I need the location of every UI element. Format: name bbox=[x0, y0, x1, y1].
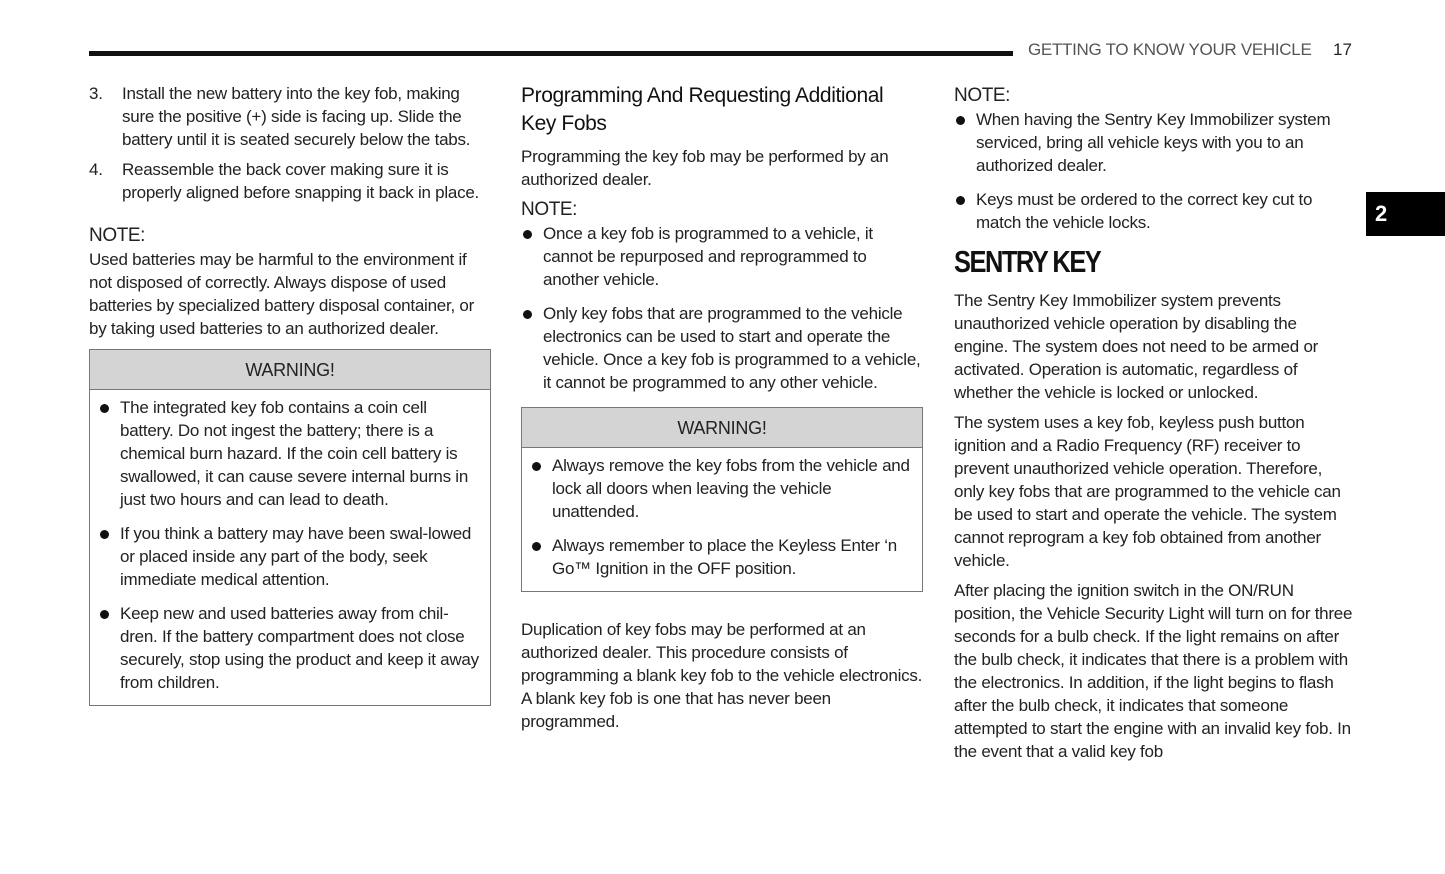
note-label: NOTE: bbox=[954, 85, 1011, 106]
step-item bbox=[89, 82, 491, 151]
warning-item bbox=[98, 522, 482, 591]
warning-item bbox=[98, 602, 482, 694]
sentry-key-heading: SENTRY KEY bbox=[954, 244, 1101, 279]
note-item bbox=[521, 302, 923, 394]
warning-item bbox=[98, 396, 482, 511]
note-label: NOTE: bbox=[89, 225, 146, 246]
warning-title: WARNING! bbox=[522, 408, 922, 448]
warning-box bbox=[521, 407, 923, 592]
step-text: Reassemble the back cover making sure it is properly aligned before snapping it back in place. bbox=[122, 160, 480, 202]
note-item bbox=[954, 108, 1354, 177]
bullet-icon bbox=[532, 542, 541, 551]
step-item bbox=[89, 158, 491, 204]
warning-text: Keep new and used batteries away from chil-dren. If the battery compartment does not close securely, stop using the product and keep it away from children. bbox=[120, 604, 479, 692]
warning-item bbox=[530, 534, 914, 580]
page-number: 17 bbox=[1333, 40, 1352, 59]
note-label: NOTE: bbox=[521, 199, 578, 220]
duplication-text: Duplication of key fobs may be performed at an authorized dealer. This procedure consists of programming a blank key fob to the vehicle electronics. A blank key fob is one that has never been programmed. bbox=[521, 620, 923, 731]
bullet-icon bbox=[956, 196, 965, 205]
section-title: GETTING TO KNOW YOUR VEHICLE bbox=[1028, 40, 1312, 59]
note-text: Only key fobs that are programmed to the vehicle electronics can be used to start and operate the vehicle. Once a key fob is programmed to a vehicle, it cannot be programmed to any other vehicle. bbox=[543, 304, 921, 392]
note-text: Used batteries may be harmful to the environment if not disposed of correctly. Always dispose of used batteries by specialized battery disposal container, or by taking used batteries to an authorized dealer. bbox=[89, 250, 475, 338]
warning-text: Always remove the key fobs from the vehicle and lock all doors when leaving the vehicle unattended. bbox=[552, 456, 910, 521]
column-3 bbox=[954, 82, 1354, 770]
column-1 bbox=[89, 82, 491, 706]
body-paragraph: After placing the ignition switch in the ON/RUN position, the Vehicle Security Light will turn on for three seconds for a bulb check. If the light remains on after the bulb check, it indicates that there is a problem with the electronics. In addition, if the light begins to flash after the bulb check, it indicates that someone attempted to start the engine with an invalid key fob. In the event that a valid key fob bbox=[954, 581, 1353, 761]
note-text: Once a key fob is programmed to a vehicle, it cannot be repurposed and reprogrammed to another vehicle. bbox=[543, 224, 873, 289]
bullet-icon bbox=[532, 462, 541, 471]
steps-list bbox=[89, 82, 491, 204]
intro-text: Programming the key fob may be performed by an authorized dealer. bbox=[521, 147, 889, 189]
warning-box bbox=[89, 349, 491, 706]
bullet-icon bbox=[100, 530, 109, 539]
warning-item bbox=[530, 454, 914, 523]
note-text: Keys must be ordered to the correct key cut to match the vehicle locks. bbox=[976, 190, 1313, 232]
body-paragraph: The Sentry Key Immobilizer system prevents unauthorized vehicle operation by disabling the engine. The system does not need to be armed or activated. Operation is automatic, regardless of whether the vehicle is locked or unlocked. bbox=[954, 291, 1319, 402]
step-number: 4. bbox=[89, 160, 103, 179]
step-text: Install the new battery into the key fob, making sure the positive (+) side is facing up. Slide the battery until it is seated securely below the tabs. bbox=[122, 84, 471, 149]
bullet-icon bbox=[523, 230, 532, 239]
warning-text: The integrated key fob contains a coin cell battery. Do not ingest the battery; there is a chemical burn hazard. If the coin cell battery is swallowed, it can cause severe internal burns in just two hours and can lead to death. bbox=[120, 398, 469, 509]
warning-text: If you think a battery may have been swal-lowed or placed inside any part of the body, seek immediate medical attention. bbox=[120, 524, 472, 589]
header-rule bbox=[89, 51, 1013, 56]
note-item bbox=[954, 188, 1354, 234]
bullet-icon bbox=[523, 310, 532, 319]
bullet-icon bbox=[100, 404, 109, 413]
step-number: 3. bbox=[89, 84, 103, 103]
warning-text: Always remember to place the Keyless Enter ‘n Go™ Ignition in the OFF position. bbox=[552, 536, 897, 578]
column-2 bbox=[521, 82, 923, 740]
note-text: When having the Sentry Key Immobilizer system serviced, bring all vehicle keys with you to an authorized dealer. bbox=[976, 110, 1331, 175]
body-paragraph: The system uses a key fob, keyless push button ignition and a Radio Frequency (RF) receiver to prevent unauthorized vehicle operation. Therefore, only key fobs that are programmed to the vehicle can be used to start and operate the vehicle. The system cannot reprogram a key fob obtained from another vehicle. bbox=[954, 413, 1341, 570]
warning-title: WARNING! bbox=[90, 350, 490, 390]
chapter-tab: 2 bbox=[1366, 192, 1445, 236]
note-item bbox=[521, 222, 923, 291]
section-heading: Programming And Requesting Additional Key Fobs bbox=[521, 84, 884, 135]
bullet-icon bbox=[956, 116, 965, 125]
bullet-icon bbox=[100, 610, 109, 619]
